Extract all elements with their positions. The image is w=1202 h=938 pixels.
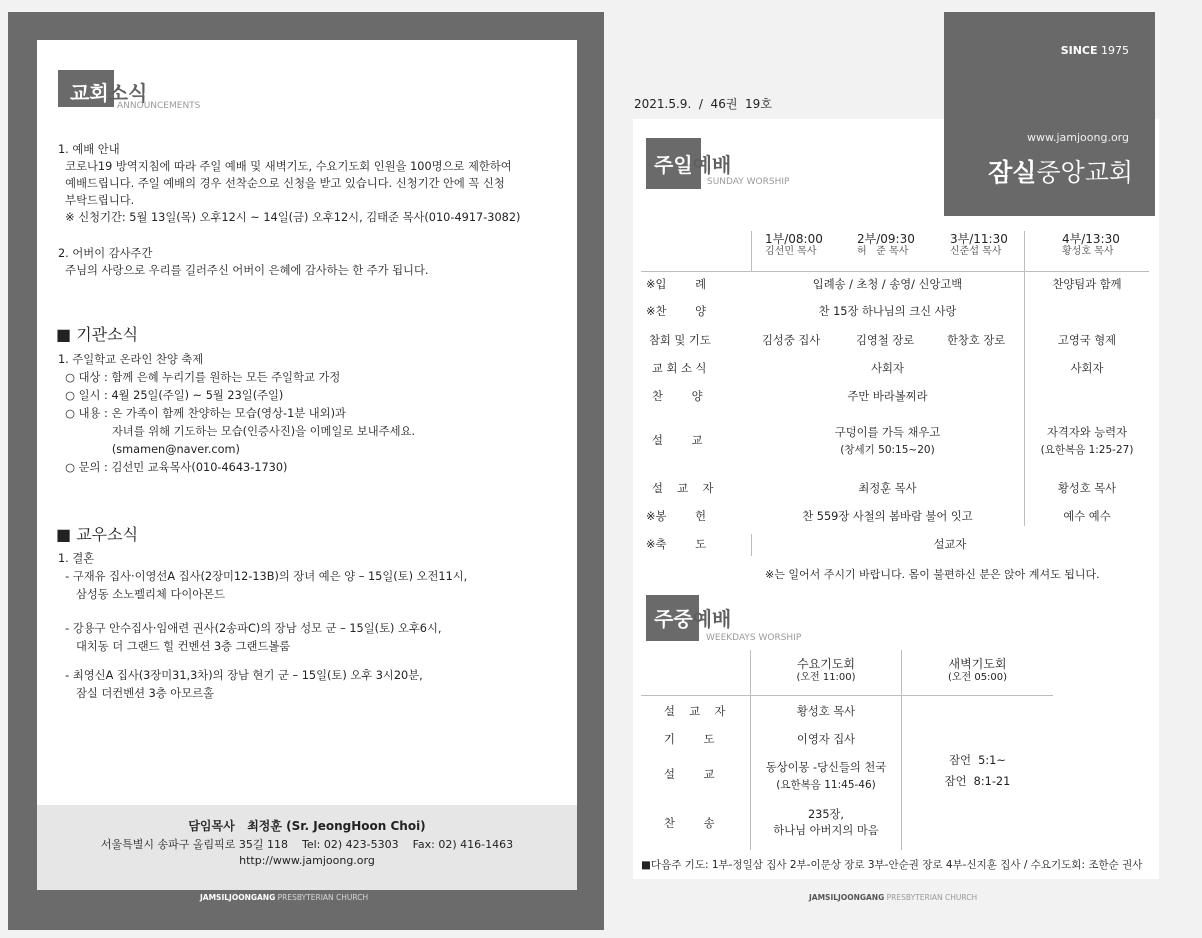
service-time: 2부/09:30	[857, 232, 915, 246]
row-main: 입례송 / 초청 / 송영/ 신앙고백	[812, 278, 963, 291]
table-divider	[641, 271, 1149, 272]
weekday-row-wed-sub: (요한복음 11:45-46)	[776, 779, 876, 791]
contact-footer	[37, 805, 577, 890]
row-label: 찬 양	[652, 390, 703, 403]
announcement-line: 주님의 사랑으로 우리를 길러주신 어버이 은혜에 감사하는 한 주가 됩니다.	[58, 264, 429, 277]
announcement-line: 1. 예배 안내	[58, 143, 120, 156]
org-news-line: (smamen@naver.com)	[58, 443, 240, 456]
row-service2: 김영철 장로	[856, 334, 915, 347]
weekday-row-label: 설 교 자	[664, 705, 726, 718]
since-label: SINCE 1975	[1060, 44, 1129, 57]
wed-head: 수요기도회	[797, 657, 855, 671]
dawn-text: 잠언 8:1-21	[944, 775, 1011, 788]
row-label: 참회 및 기도	[649, 334, 711, 347]
row-fourth: 고영국 형제	[1057, 334, 1117, 347]
row-main: 주만 바라볼찌라	[847, 390, 928, 403]
church-address: 서울특별시 송파구 올림픽로 35길 118 Tel: 02) 423-5303 Fax: 02) 416-1463	[100, 838, 514, 851]
row-service1: 김성중 집사	[762, 334, 821, 347]
member-news-line: 대치동 더 그랜드 힐 컨벤션 3층 그랜드볼룸	[58, 640, 291, 653]
wed-time: (오전 11:00)	[796, 672, 856, 683]
announcements-title: 교회소식	[70, 81, 148, 105]
service-time: 1부/08:00	[765, 232, 823, 246]
announcements-subtitle: ANNOUNCEMENTS	[117, 101, 201, 111]
announcement-line: 예배드립니다. 주일 예배의 경우 선착순으로 신청을 받고 있습니다. 신청기간 안에 꼭 신청	[58, 177, 505, 190]
standing-note: ※는 일어서 주시기 바랍니다. 몸이 불편하신 분은 앉아 계셔도 됩니다.	[765, 568, 1100, 581]
weekday-worship-subtitle: WEEKDAYS WORSHIP	[706, 633, 802, 643]
member-news-line: 1. 결혼	[58, 552, 95, 565]
pastor-name: 담임목사 최정훈 (Sr. JeongHoon Choi)	[188, 819, 426, 833]
row-main: 사회자	[871, 362, 904, 375]
table-divider	[641, 695, 1053, 696]
right-bottom-label: JAMSILJOONGANG PRESBYTERIAN CHURCH	[809, 893, 978, 902]
row-main: 찬 559장 사철의 봄바람 불어 잇고	[802, 510, 973, 523]
weekday-row-label: 설 교	[664, 768, 715, 781]
service-time: 4부/13:30	[1062, 232, 1120, 246]
service-leader: 김선민 목사	[765, 246, 817, 257]
member-news-line: 삼성동 소노펠리체 다이아몬드	[58, 588, 226, 601]
member-news-line: - 강용구 안수집사·임애련 권사(2송파C)의 장남 성모 군 – 15일(토) 오후6시,	[58, 622, 442, 635]
weekday-row-wed: 235장,	[807, 808, 845, 821]
row-label: ※찬 양	[646, 305, 707, 318]
service-leader: 신준섭 목사	[950, 246, 1002, 257]
row-main: 찬 15장 하나님의 크신 사랑	[818, 305, 957, 318]
row-fourth: 사회자	[1070, 362, 1104, 375]
announcement-line: 2. 어버이 감사주간	[58, 247, 153, 260]
row-label: ※봉 헌	[646, 510, 707, 523]
dawn-text: 잠언 5:1~	[949, 754, 1006, 767]
church-title-block	[944, 12, 1155, 216]
weekday-row-wed: 황성호 목사	[796, 705, 856, 718]
table-divider	[751, 534, 752, 556]
row-fourth: 황성호 목사	[1057, 482, 1117, 495]
service-time: 3부/11:30	[950, 232, 1008, 246]
row-label: 설 교	[652, 434, 703, 447]
issue-number: 2021.5.9. / 46권 19호	[634, 97, 772, 111]
org-news-line: ○ 문의 : 김선민 교육목사(010-4643-1730)	[58, 461, 288, 474]
dawn-time: (오전 05:00)	[947, 672, 1008, 683]
org-news-line: 1. 주일학교 온라인 찬양 축제	[58, 353, 204, 366]
service-leader: 허 준 목사	[857, 246, 909, 257]
dawn-head: 새벽기도회	[948, 657, 1007, 671]
member-news-line: - 최영신A 집사(3장미31,3차)의 장남 현기 군 – 15일(토) 오후 3시20분,	[58, 669, 423, 682]
row-label: 설 교 자	[652, 482, 714, 495]
service-leader: 황성호 목사	[1062, 246, 1114, 257]
left-bottom-label: JAMSILJOONGANG PRESBYTERIAN CHURCH	[200, 893, 369, 902]
row-main-sub: (창세기 50:15~20)	[840, 444, 935, 456]
row-fourth: 예수 예수	[1063, 510, 1111, 523]
weekday-row-label: 찬 송	[664, 817, 715, 830]
weekday-row-wed: 이영자 집사	[796, 733, 856, 746]
church-url: www.jamjoong.org	[1027, 131, 1129, 144]
weekday-worship-title: 주중예배	[654, 607, 732, 631]
member-news-line: 잠실 더컨벤션 3층 아모르홀	[58, 687, 214, 700]
member-news-heading: ■ 교우소식	[56, 525, 139, 544]
weekday-row-wed: 동상이몽 -당신들의 천국	[765, 761, 887, 774]
table-divider	[751, 231, 752, 271]
row-main: 최정훈 목사	[858, 482, 917, 495]
church-name: 잠실중앙교회	[988, 158, 1133, 187]
church-website-link[interactable]: http://www.jamjoong.org	[239, 854, 375, 867]
row-label: 교 회 소 식	[652, 362, 707, 375]
row-main: 구덩이를 가득 채우고	[834, 426, 941, 439]
org-news-line: ○ 내용 : 온 가족이 함께 찬양하는 모습(영상-1분 내외)과	[58, 407, 346, 420]
weekday-row-label: 기 도	[664, 733, 715, 746]
row-service3: 한창호 장로	[947, 334, 1006, 347]
sunday-worship-subtitle: SUNDAY WORSHIP	[707, 177, 790, 187]
org-news-line: ○ 대상 : 함께 은혜 누리기를 원하는 모든 주일학교 가정	[58, 371, 341, 384]
org-news-line: ○ 일시 : 4월 25일(주일) ~ 5월 23일(주일)	[58, 389, 284, 402]
row-fourth-sub: (요한복음 1:25-27)	[1040, 444, 1134, 456]
next-week-prayer: ■다음주 기도: 1부-정일삼 집사 2부-이문상 장로 3부-안순권 장로 4부-신지훈 집사 / 수요기도회: 조한순 권사	[641, 859, 1143, 871]
org-news-line: 자녀를 위해 기도하는 모습(인증사진)을 이메일로 보내주세요.	[58, 425, 416, 438]
member-news-line: - 구재유 집사·이영선A 집사(2장미12-13B)의 장녀 예은 양 – 15일(토) 오전11시,	[58, 570, 468, 583]
sunday-worship-title: 주일예배	[654, 153, 732, 177]
announcement-line: 코로나19 방역지침에 따라 주일 예배 및 새벽기도, 수요기도회 인원을 100명으로 제한하여	[58, 160, 512, 173]
announcement-line: 부탁드립니다.	[58, 194, 135, 207]
org-news-heading: ■ 기관소식	[56, 325, 139, 344]
weekday-row-wed-sub: 하나님 아버지의 마음	[773, 824, 879, 837]
row-label: ※축 도	[646, 538, 707, 551]
row-all: 설교자	[933, 538, 967, 551]
row-label: ※입 례	[646, 278, 707, 291]
row-fourth: 자격자와 능력자	[1047, 426, 1127, 439]
announcement-line: ※ 신청기간: 5월 13일(목) 오후12시 ~ 14일(금) 오후12시, 김태준 목사(010-4917-3082)	[58, 211, 521, 224]
row-fourth: 찬양팀과 함께	[1052, 278, 1122, 291]
